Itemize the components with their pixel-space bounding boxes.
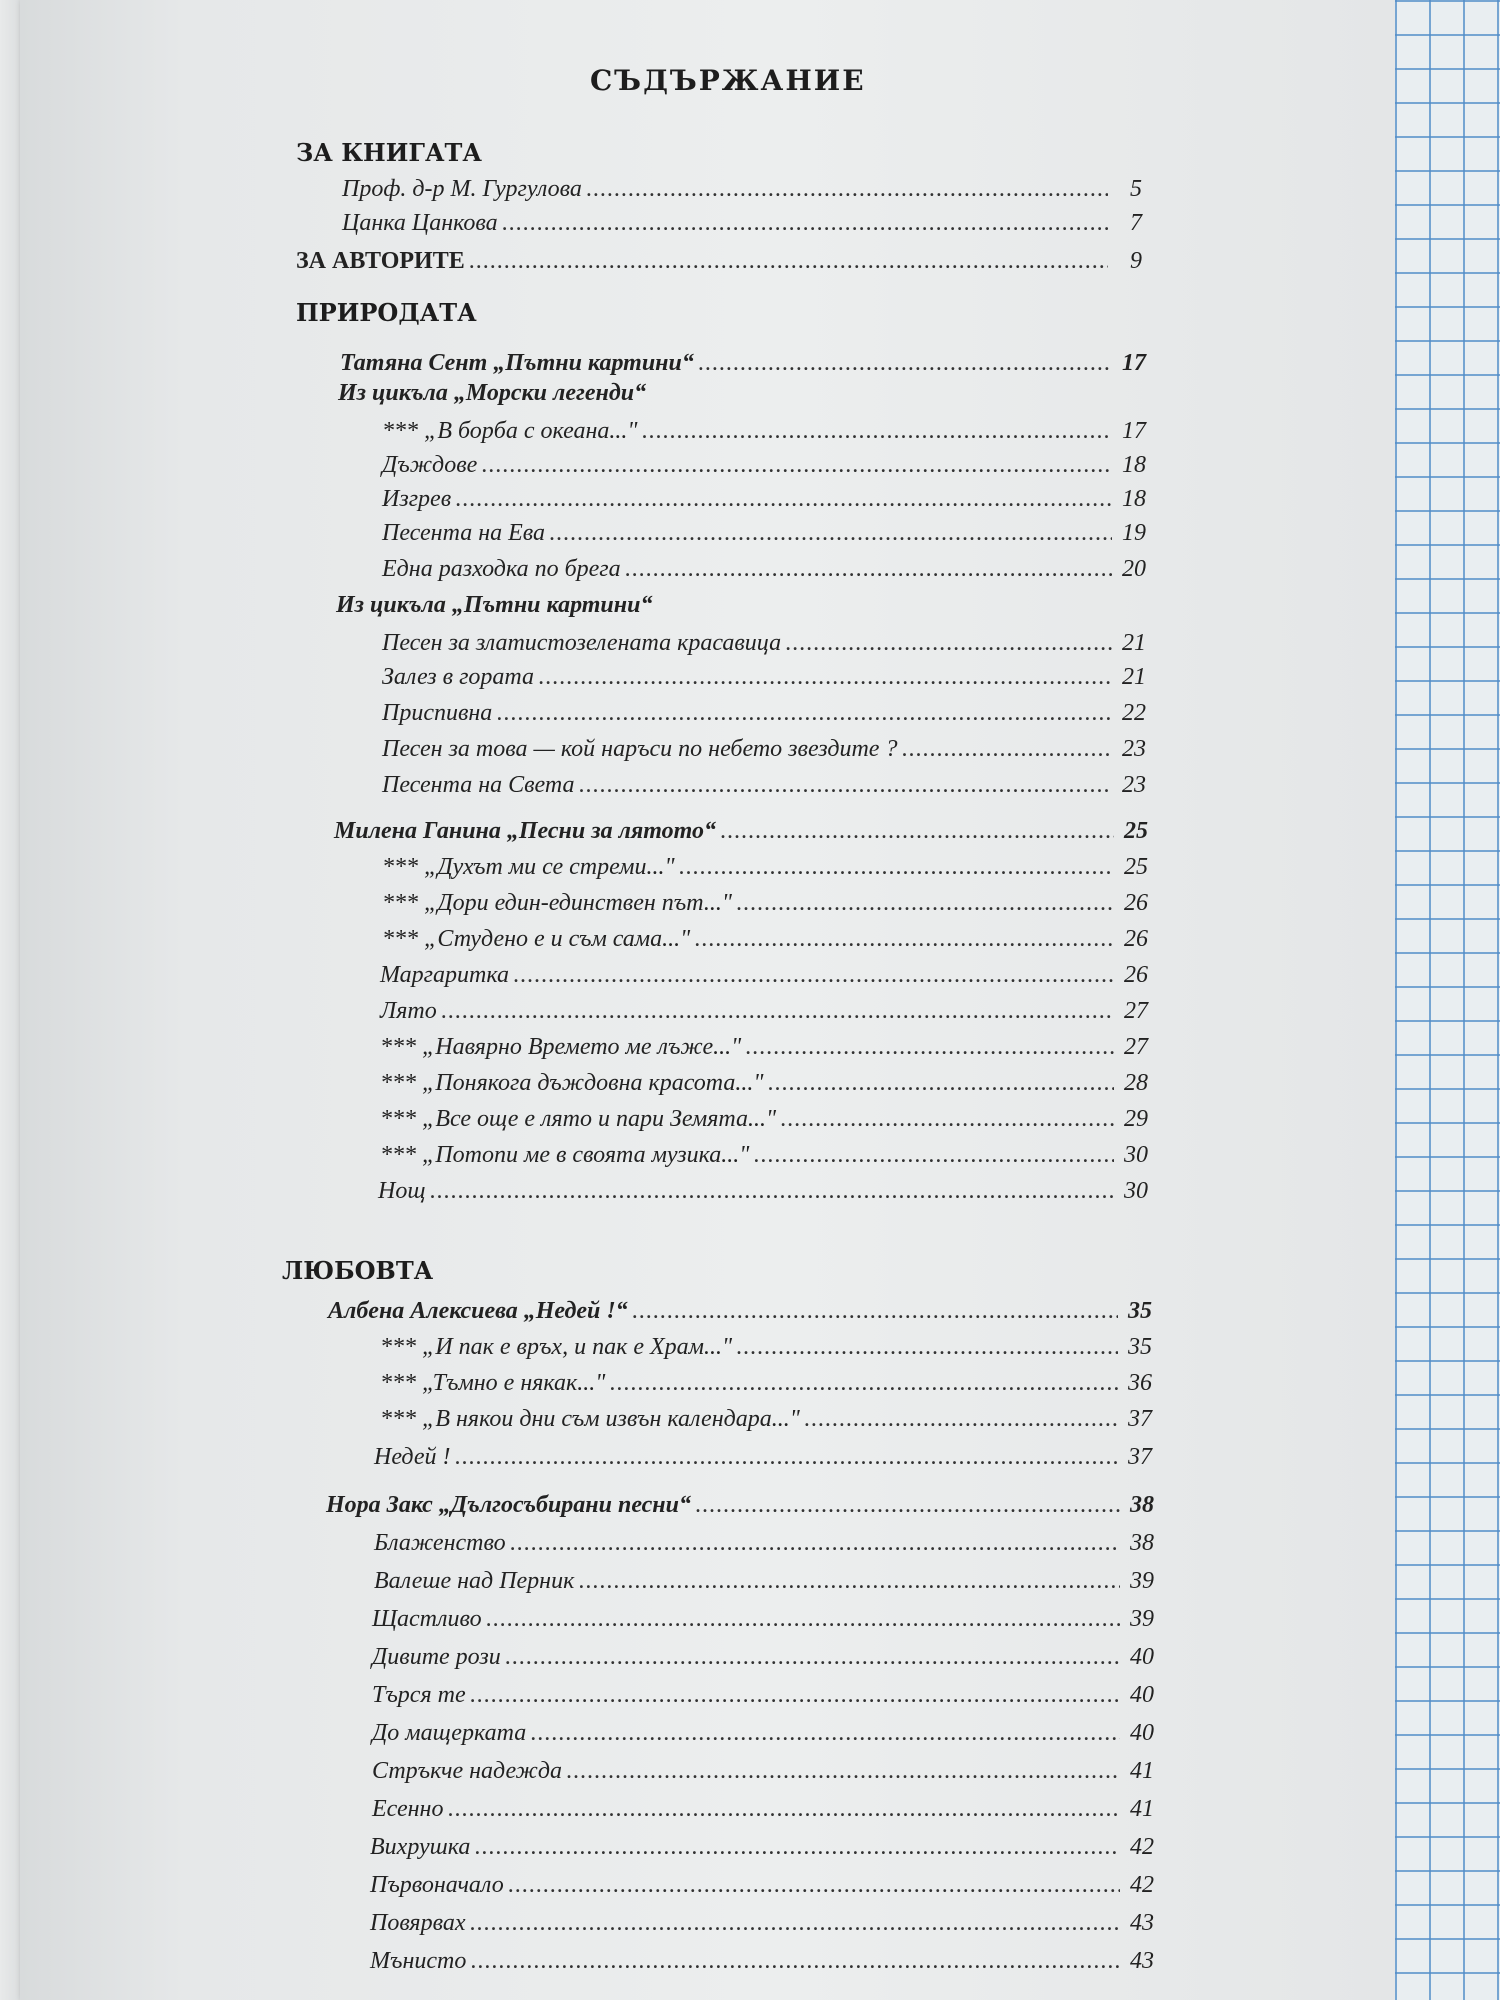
section-heading-lyubovta: ЛЮБОВТА [282,1256,434,1285]
entry-title: Мънисто [370,1948,467,1974]
entry-title: Недей ! [374,1444,451,1470]
leader-dots [502,210,1108,237]
page-title: СЪДЪРЖАНИЕ [590,64,866,97]
toc-entry-cycle [336,592,836,626]
entry-page: 30 [1124,1178,1148,1204]
entry-title: Есенно [372,1796,444,1822]
entry-title: Дивите рози [372,1644,501,1670]
toc-entry [370,1872,1154,1906]
leader-dots [767,1070,1114,1097]
entry-title: Една разходка по брега [382,556,621,582]
entry-title: Залез в гората [382,664,535,690]
entry-page: 27 [1124,1034,1148,1060]
leader-dots [454,1444,1118,1471]
entry-page: 20 [1122,556,1146,582]
toc-entry [382,772,1146,806]
leader-dots [632,1298,1118,1325]
toc-entry [382,630,1146,664]
toc-entry [372,1682,1154,1716]
leader-dots [695,1492,1120,1519]
entry-page: 35 [1128,1298,1152,1324]
entry-page: 36 [1128,1370,1152,1396]
leader-dots [753,1142,1114,1169]
leader-dots [625,556,1112,583]
entry-title: Из цикъла „Пътни картини“ [336,592,653,618]
leader-dots [566,1758,1120,1785]
toc-entry [382,452,1146,486]
toc-entry [372,1796,1154,1830]
toc-entry-author [328,1298,1152,1332]
entry-page: 26 [1124,926,1148,952]
entry-title: *** „Тъмно е някак..." [380,1370,606,1396]
entry-page: 25 [1124,854,1148,880]
leader-dots [586,176,1108,203]
toc-entry-author [340,350,1146,384]
toc-entry-za-avtorite [296,248,1142,282]
leader-dots [474,1834,1120,1861]
entry-title: *** „В някои дни съм извън календара..." [380,1406,800,1432]
toc-entry-author [334,818,1148,852]
leader-dots [470,1948,1120,1975]
entry-title: Вихрушка [370,1834,471,1860]
toc-entry [382,890,1148,924]
leader-dots [698,350,1112,377]
entry-title: Търся те [372,1682,466,1708]
leader-dots [469,248,1108,275]
entry-page: 5 [1130,176,1142,202]
entry-title: Приспивна [382,700,493,726]
entry-title: *** „Студено е и съм сама..." [382,926,691,952]
entry-page: 40 [1130,1682,1154,1708]
entry-page: 19 [1122,520,1146,546]
entry-page: 27 [1124,998,1148,1024]
entry-page: 29 [1124,1106,1148,1132]
leader-dots [538,664,1112,691]
leader-dots [455,486,1112,513]
entry-page: 17 [1122,418,1146,444]
leader-dots [578,772,1112,799]
toc-entry [382,664,1146,698]
leader-dots [804,1406,1118,1433]
leader-dots [745,1034,1114,1061]
toc-entry [382,736,1146,770]
entry-page: 28 [1124,1070,1148,1096]
toc-entry-cycle [338,380,838,414]
entry-page: 43 [1130,1910,1154,1936]
entry-title: Блаженство [374,1530,506,1556]
entry-page: 39 [1130,1606,1154,1632]
toc-entry [380,1070,1148,1104]
leader-dots [441,998,1114,1025]
leader-dots [785,630,1112,657]
entry-title: Песен за това — кой наръси по небето звездите ? [382,736,898,762]
toc-entry [374,1568,1154,1602]
leader-dots [447,1796,1120,1823]
leader-dots [736,1334,1118,1361]
toc-entry [380,1142,1148,1176]
leader-dots [510,1530,1120,1557]
entry-title: Лято [380,998,437,1024]
entry-title: Проф. д-р М. Гургулова [342,176,582,202]
leader-dots [508,1872,1120,1899]
leader-dots [641,418,1112,445]
leader-dots [736,890,1114,917]
toc-entry [382,854,1148,888]
entry-page: 21 [1122,664,1146,690]
toc-entry [380,962,1148,996]
entry-page: 17 [1122,350,1146,376]
entry-title: Повярвах [370,1910,466,1936]
entry-title: *** „Духът ми се стреми..." [382,854,675,880]
entry-title: Нощ [378,1178,426,1204]
entry-page: 25 [1124,818,1148,844]
toc-entry [370,1948,1154,1982]
entry-title: *** „Дори един-единствен път..." [382,890,732,916]
entry-page: 41 [1130,1796,1154,1822]
toc-entry [374,1444,1152,1478]
entry-page: 9 [1130,248,1142,274]
entry-page: 22 [1122,700,1146,726]
toc-entry [372,1758,1154,1792]
toc-entry [380,1370,1152,1404]
entry-page: 23 [1122,772,1146,798]
toc-entry [380,1034,1148,1068]
entry-page: 26 [1124,962,1148,988]
entry-page: 21 [1122,630,1146,656]
leader-dots [496,700,1112,727]
entry-title: *** „Навярно Времето ме лъже..." [380,1034,742,1060]
leader-dots [530,1720,1120,1747]
section-heading-prirodata: ПРИРОДАТА [296,298,477,327]
toc-entry [370,1834,1154,1868]
entry-title: Песен за златистозелената красавица [382,630,782,656]
entry-title: Първоначало [370,1872,504,1898]
toc-entry [382,700,1146,734]
leader-dots [578,1568,1120,1595]
leader-dots [470,1910,1121,1937]
toc-entry [382,418,1146,452]
toc-entry [382,556,1146,590]
entry-title: Цанка Цанкова [342,210,498,236]
entry-page: 39 [1130,1568,1154,1594]
toc-entry [382,926,1148,960]
toc-entry [382,520,1146,554]
entry-page: 23 [1122,736,1146,762]
toc-entry [372,1606,1154,1640]
toc-entry [370,1910,1154,1944]
leader-dots [679,854,1114,881]
leader-dots [481,452,1112,479]
entry-page: 43 [1130,1948,1154,1974]
leader-dots [780,1106,1114,1133]
entry-title: Песента на Света [382,772,575,798]
entry-page: 37 [1128,1444,1152,1470]
entry-title: ЗА АВТОРИТЕ [296,248,465,274]
entry-page: 18 [1122,486,1146,512]
toc-entry [382,486,1146,520]
entry-title: *** „Потопи ме в своята музика..." [380,1142,750,1168]
entry-title: *** „Все още е лято и пари Земята..." [380,1106,777,1132]
entry-page: 38 [1130,1530,1154,1556]
toc-entry [380,998,1148,1032]
entry-page: 38 [1130,1492,1154,1518]
toc-entry [380,1106,1148,1140]
entry-title: Маргаритка [380,962,509,988]
leader-dots [470,1682,1120,1709]
entry-title: Изгрев [382,486,452,512]
toc-entry [380,1406,1152,1440]
entry-page: 30 [1124,1142,1148,1168]
toc-entry-author [326,1492,1154,1526]
toc-entry [372,1720,1154,1754]
toc-entry [342,210,1142,244]
entry-page: 40 [1130,1644,1154,1670]
entry-page: 7 [1130,210,1142,236]
entry-page: 18 [1122,452,1146,478]
entry-page: 26 [1124,890,1148,916]
entry-page: 35 [1128,1334,1152,1360]
entry-title: Нора Закс „Дългосъбирани песни“ [326,1492,691,1518]
leader-dots [429,1178,1114,1205]
toc-entry [342,176,1142,210]
leader-dots [513,962,1114,989]
entry-title: Дъждове [382,452,478,478]
entry-page: 42 [1130,1872,1154,1898]
entry-title: Песента на Ева [382,520,546,546]
toc-entry [378,1178,1148,1212]
leader-dots [901,736,1112,763]
entry-title: Валеше над Перник [374,1568,575,1594]
entry-page: 42 [1130,1834,1154,1860]
entry-title: До мащерката [372,1720,527,1746]
entry-title: Албена Алексиева „Недей !“ [328,1298,628,1324]
entry-title: Щастливо [372,1606,482,1632]
entry-title: Из цикъла „Морски легенди“ [338,380,647,406]
entry-title: *** „В борба с океана..." [382,418,638,444]
toc-entry [372,1644,1154,1678]
entry-title: *** „Понякога дъждовна красота..." [380,1070,764,1096]
toc-entry [380,1334,1152,1368]
entry-title: Милена Ганина „Песни за лятото“ [334,818,716,844]
section-heading-za-knigata: ЗА КНИГАТА [296,138,482,167]
leader-dots [505,1644,1120,1671]
entry-page: 37 [1128,1406,1152,1432]
leader-dots [694,926,1114,953]
entry-page: 40 [1130,1720,1154,1746]
leader-dots [720,818,1114,845]
leader-dots [549,520,1112,547]
entry-title: Стръкче надежда [372,1758,563,1784]
leader-dots [486,1606,1120,1633]
leader-dots [609,1370,1118,1397]
entry-page: 41 [1130,1758,1154,1784]
entry-title: Татяна Сент „Пътни картини“ [340,350,694,376]
entry-title: *** „И пак е връх, и пак е Храм..." [380,1334,733,1360]
toc-entry [374,1530,1154,1564]
